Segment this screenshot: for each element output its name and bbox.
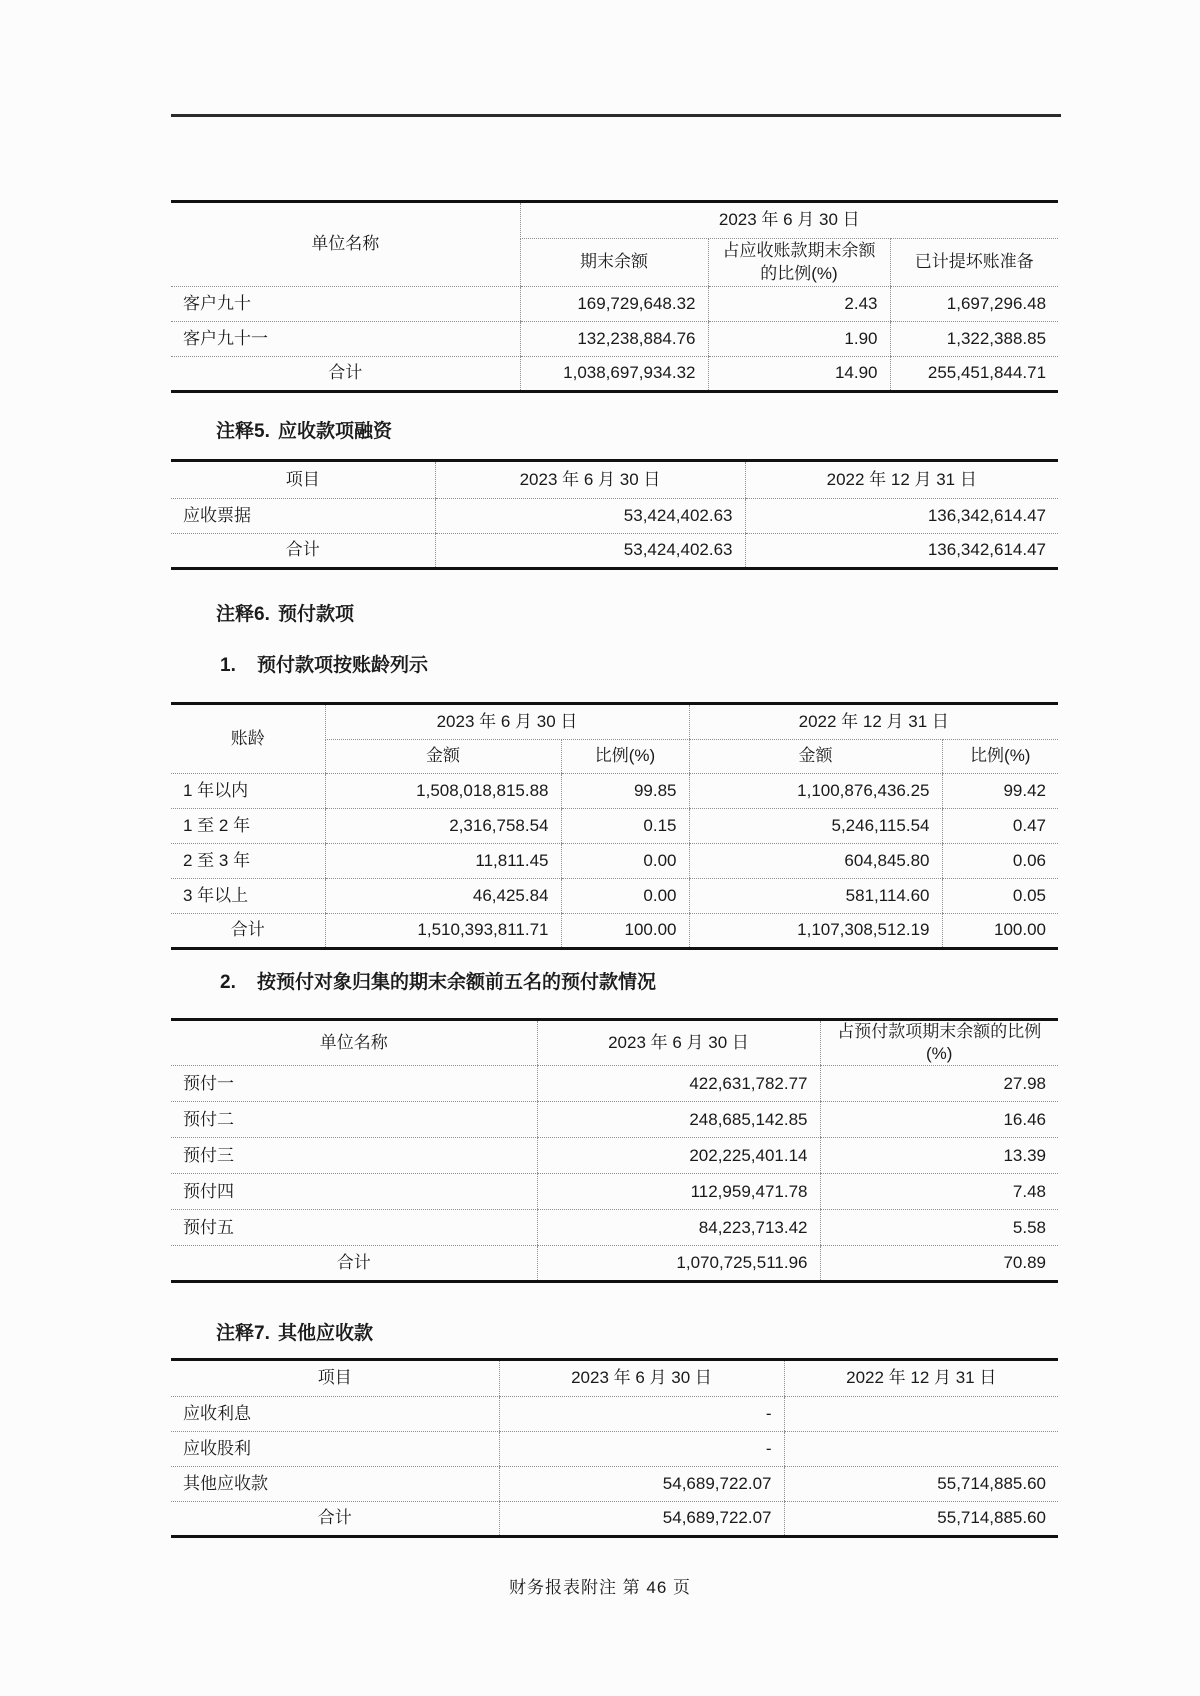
note7-heading (216, 1318, 373, 1345)
table-row (171, 844, 1058, 879)
col-header-bad-debt-provision: 已计提坏账准备 (890, 239, 1058, 287)
prepay-ratio: 7.48 (820, 1174, 1058, 1210)
col-header-date-2023: 2023 年 6 月 30 日 (325, 704, 689, 740)
page-footer: 财务报表附注 第 46 页 (508, 1578, 692, 1597)
provision-value: 1,697,296.48 (890, 287, 1058, 322)
total-row (171, 1502, 1058, 1537)
total-row (171, 534, 1058, 569)
col-header-date-2023: 2023 年 6 月 30 日 (499, 1360, 784, 1397)
amount-2022: 604,845.80 (689, 844, 942, 879)
total-row (171, 357, 1058, 392)
item-label: 应收利息 (171, 1397, 499, 1432)
note6-heading (216, 599, 354, 626)
col-header-ratio: 占应收账款期末余额的比例(%) (708, 239, 890, 287)
customer-name: 客户九十一 (171, 322, 520, 357)
col-header-ending-balance: 期末余额 (520, 239, 708, 287)
sub2-number: 2. (220, 972, 236, 993)
provision-value: 1,322,388.85 (890, 322, 1058, 357)
aging-label: 2 至 3 年 (171, 844, 325, 879)
value-2023: 53,424,402.63 (435, 499, 745, 534)
col-header-aging: 账龄 (171, 704, 325, 774)
table-row (171, 774, 1058, 809)
total-2023: 53,424,402.63 (435, 534, 745, 569)
note6-title: 预付款项 (278, 604, 355, 625)
amount-total-2022: 1,107,308,512.19 (689, 914, 942, 949)
col-header-item: 项目 (171, 461, 435, 499)
total-label: 合计 (328, 363, 363, 383)
value-2023: - (499, 1397, 784, 1432)
col-header-amount-2023: 金额 (325, 740, 561, 774)
value-2022 (784, 1432, 1058, 1467)
provision-total: 255,451,844.71 (890, 357, 1058, 392)
prepay-amount: 202,225,401.14 (537, 1138, 820, 1174)
prepay-amount: 84,223,713.42 (537, 1210, 820, 1246)
prepay-name: 预付一 (171, 1066, 537, 1102)
amount-2023: 1,508,018,815.88 (325, 774, 561, 809)
amount-2023: 46,425.84 (325, 879, 561, 914)
prepay-name: 预付五 (171, 1210, 537, 1246)
value-2022: 55,714,885.60 (784, 1467, 1058, 1502)
col-header-item: 项目 (171, 1360, 499, 1397)
table-row (171, 1397, 1058, 1432)
ratio-value: 1.90 (708, 322, 890, 357)
ratio-2022: 0.06 (942, 844, 1058, 879)
table-row (171, 499, 1058, 534)
col-header-ratio-2022: 比例(%) (942, 740, 1058, 774)
amount-2023: 11,811.45 (325, 844, 561, 879)
col-header-date-2022: 2022 年 12 月 31 日 (689, 704, 1058, 740)
prepay-name: 预付四 (171, 1174, 537, 1210)
value-2023: - (499, 1432, 784, 1467)
ratio-2023: 0.00 (561, 844, 689, 879)
table-row (171, 1174, 1058, 1210)
note7-number: 注释7. (216, 1323, 270, 1344)
amount-2023: 2,316,758.54 (325, 809, 561, 844)
aging-label: 1 至 2 年 (171, 809, 325, 844)
balance-value: 169,729,648.32 (520, 287, 708, 322)
prepay-ratio: 27.98 (820, 1066, 1058, 1102)
prepay-amount: 422,631,782.77 (537, 1066, 820, 1102)
table-row (171, 1102, 1058, 1138)
sub1-title: 预付款项按账龄列示 (257, 655, 429, 676)
total-row (171, 914, 1058, 949)
note6-sub1-heading (220, 650, 428, 677)
note6-number: 注释6. (216, 604, 270, 625)
table-row (171, 1138, 1058, 1174)
total-label: 合计 (285, 540, 320, 560)
table-row (171, 1066, 1058, 1102)
ratio-2023: 0.00 (561, 879, 689, 914)
value-2022: 136,342,614.47 (745, 499, 1058, 534)
ratio-total: 14.90 (708, 357, 890, 392)
prepay-name: 预付二 (171, 1102, 537, 1138)
total-label: 合计 (230, 920, 265, 940)
sub1-number: 1. (220, 655, 236, 676)
col-header-date-2022: 2022 年 12 月 31 日 (784, 1360, 1058, 1397)
table-row (171, 879, 1058, 914)
table-row (171, 1467, 1058, 1502)
total-2023: 54,689,722.07 (499, 1502, 784, 1537)
prepay-ratio: 13.39 (820, 1138, 1058, 1174)
ratio-total-2022: 100.00 (942, 914, 1058, 949)
note5-heading (216, 416, 392, 443)
prepay-amount: 112,959,471.78 (537, 1174, 820, 1210)
table-row (171, 322, 1058, 357)
ratio-total-2023: 100.00 (561, 914, 689, 949)
prepay-name: 预付三 (171, 1138, 537, 1174)
col-header-prepay-ratio: 占预付款项期末余额的比例 (%) (820, 1020, 1058, 1066)
table-row (171, 1210, 1058, 1246)
amount-2022: 5,246,115.54 (689, 809, 942, 844)
total-row (171, 1246, 1058, 1282)
col-header-ratio-2023: 比例(%) (561, 740, 689, 774)
amount-total-2023: 1,510,393,811.71 (325, 914, 561, 949)
prepay-ratio: 16.46 (820, 1102, 1058, 1138)
col-header-date-2023: 2023 年 6 月 30 日 (537, 1020, 820, 1066)
col-header-date-2023: 2023 年 6 月 30 日 (520, 202, 1058, 239)
note6-sub2-heading (220, 967, 656, 994)
ratio-value: 2.43 (708, 287, 890, 322)
item-label: 应收票据 (171, 499, 435, 534)
prepayments-aging-table (171, 702, 1058, 950)
prepay-ratio-total: 70.89 (820, 1246, 1058, 1282)
other-receivables-table (171, 1358, 1058, 1538)
note7-title: 其他应收款 (278, 1323, 374, 1344)
ratio-2022: 0.05 (942, 879, 1058, 914)
customer-name: 客户九十 (171, 287, 520, 322)
col-header-amount-2022: 金额 (689, 740, 942, 774)
prepay-ratio: 5.58 (820, 1210, 1058, 1246)
table-row (171, 809, 1058, 844)
prepay-amount: 248,685,142.85 (537, 1102, 820, 1138)
aging-label: 1 年以内 (171, 774, 325, 809)
amount-2022: 1,100,876,436.25 (689, 774, 942, 809)
item-label: 应收股利 (171, 1432, 499, 1467)
receivables-financing-table (171, 459, 1058, 570)
ratio-2022: 99.42 (942, 774, 1058, 809)
col-header-unit-name: 单位名称 (171, 1020, 537, 1066)
aging-label: 3 年以上 (171, 879, 325, 914)
top-prepayments-table (171, 1018, 1058, 1283)
balance-value: 132,238,884.76 (520, 322, 708, 357)
note5-number: 注释5. (216, 421, 270, 442)
table-row (171, 1432, 1058, 1467)
col-header-date-2022: 2022 年 12 月 31 日 (745, 461, 1058, 499)
total-2022: 136,342,614.47 (745, 534, 1058, 569)
value-2022 (784, 1397, 1058, 1432)
table-row (171, 287, 1058, 322)
total-2022: 55,714,885.60 (784, 1502, 1058, 1537)
col-header-date-2023: 2023 年 6 月 30 日 (435, 461, 745, 499)
prepay-amount-total: 1,070,725,511.96 (537, 1246, 820, 1282)
balance-total: 1,038,697,934.32 (520, 357, 708, 392)
col-header-unit-name: 单位名称 (171, 202, 520, 287)
ratio-2023: 0.15 (561, 809, 689, 844)
total-label: 合计 (317, 1508, 352, 1528)
value-2023: 54,689,722.07 (499, 1467, 784, 1502)
top-customers-table (171, 200, 1058, 393)
total-label: 合计 (336, 1253, 371, 1273)
ratio-2022: 0.47 (942, 809, 1058, 844)
sub2-title: 按预付对象归集的期末余额前五名的预付款情况 (257, 972, 657, 993)
ratio-2023: 99.85 (561, 774, 689, 809)
amount-2022: 581,114.60 (689, 879, 942, 914)
note5-title: 应收款项融资 (278, 421, 393, 442)
header-rule (171, 114, 1061, 117)
item-label: 其他应收款 (171, 1467, 499, 1502)
